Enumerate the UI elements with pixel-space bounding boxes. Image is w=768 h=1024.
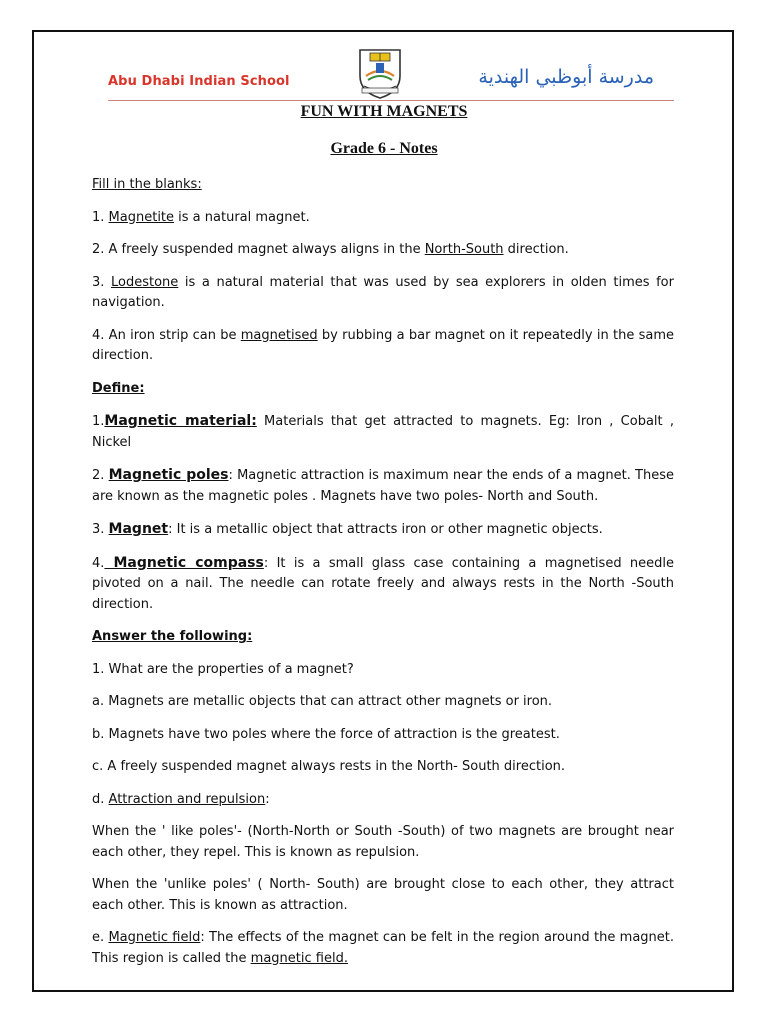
term-label: Magnetic poles <box>108 467 229 483</box>
notes-body <box>92 175 674 981</box>
term-label: Attraction and repulsion <box>108 791 266 807</box>
school-name-english: Abu Dhabi Indian School <box>108 74 290 89</box>
section-heading-answer: Answer the following: <box>92 629 253 644</box>
answer-point-e: e. Magnetic field: The effects of the magnet can be felt in the region around the magnet. This region is called the magnetic field. <box>92 930 674 966</box>
term-label: magnetic field. <box>250 950 348 966</box>
school-name-arabic: مدرسة أبوظبي الهندية <box>478 66 654 88</box>
fill-item-4: 4. An iron strip can be magnetised by rubbing a bar magnet on it repeatedly in the same direction. <box>92 327 674 363</box>
answer-blank: North-South <box>424 242 504 257</box>
define-item-4: 4. Magnetic compass: It is a small glass case containing a magnetised needle pivoted on a nail. The needle can rotate freely and always rests in the North -South direction. <box>92 554 674 612</box>
term-label: Magnet <box>108 521 169 537</box>
document-title: FUN WITH MAGNETS <box>300 103 468 120</box>
attraction-paragraph: When the 'unlike poles' ( North- South) are brought close to each other, they attract each other. This is known as attraction. <box>92 877 674 913</box>
school-crest-logo <box>354 46 406 100</box>
answer-blank: Magnetite <box>108 209 175 225</box>
fill-item-2: 2. A freely suspended magnet always aligns in the North-South direction. <box>92 242 569 257</box>
answer-point-d: d. Attraction and repulsion: <box>92 791 270 807</box>
header-divider <box>108 100 674 101</box>
school-header <box>92 46 676 102</box>
answer-blank: Lodestone <box>111 274 179 290</box>
repulsion-paragraph: When the ' like poles'- (North-North or South -South) of two magnets are brought near each other, they repel. This is known as repulsion. <box>92 824 674 860</box>
fill-item-3: 3. Lodestone is a natural material that was used by sea explorers in olden times for navigation. <box>92 274 674 310</box>
fill-item-1: 1. Magnetite is a natural magnet. <box>92 209 310 225</box>
define-item-3: 3. Magnet: It is a metallic object that attracts iron or other magnetic objects. <box>92 521 603 537</box>
answer-question-1: 1. What are the properties of a magnet? <box>92 661 354 677</box>
define-item-1: 1.Magnetic material: Materials that get attracted to magnets. Eg: Iron , Cobalt , Nickel <box>92 413 674 450</box>
document-subtitle: Grade 6 - Notes <box>330 140 438 157</box>
section-heading-fill: Fill in the blanks: <box>92 177 202 192</box>
term-label: Magnetic field <box>108 930 201 945</box>
term-label: Magnetic compass <box>104 554 264 571</box>
answer-point-a: a. Magnets are metallic objects that can attract other magnets or iron. <box>92 694 553 709</box>
term-label: Magnetic material: <box>104 413 257 429</box>
section-heading-define: Define: <box>92 380 145 396</box>
answer-point-b: b. Magnets have two poles where the force of attraction is the greatest. <box>92 726 560 742</box>
answer-blank: magnetised <box>240 327 318 343</box>
answer-point-c: c. A freely suspended magnet always rests in the North- South direction. <box>92 759 566 774</box>
define-item-2: 2. Magnetic poles: Magnetic attraction is maximum near the ends of a magnet. These are known as the magnetic poles . Magnets have two poles- North and South. <box>92 467 674 504</box>
